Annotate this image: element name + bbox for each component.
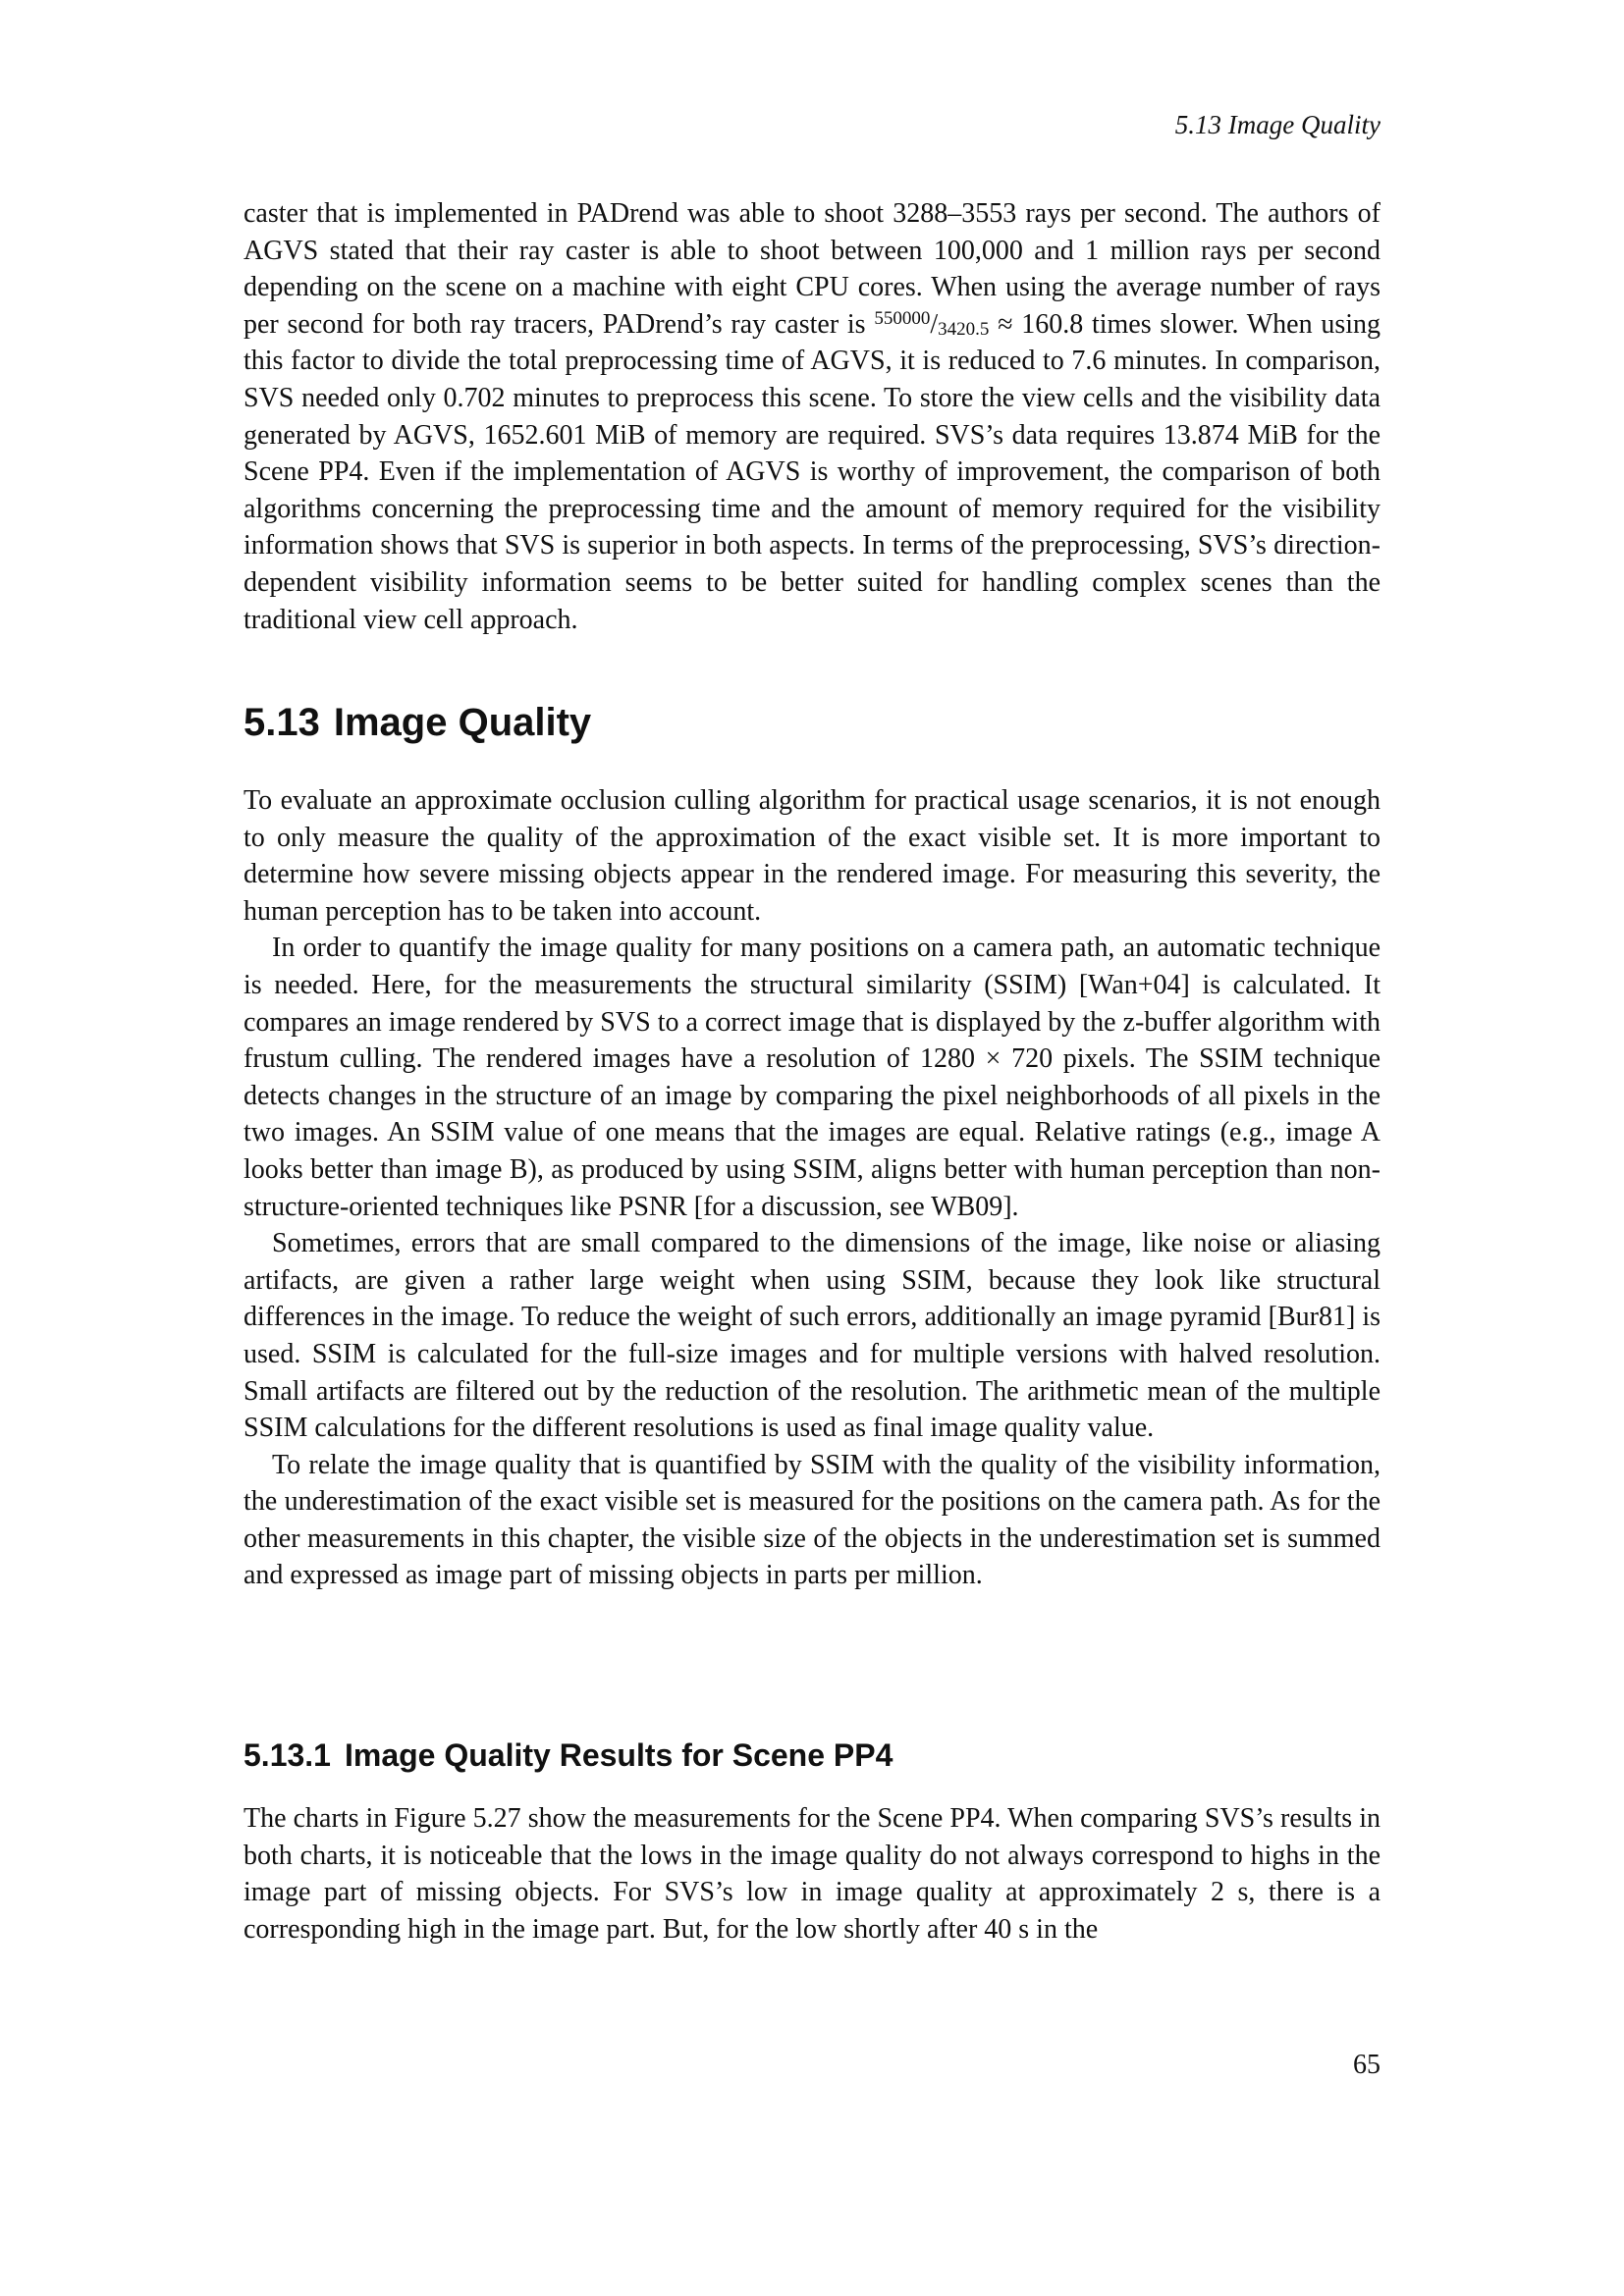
section-paragraph: To relate the image quality that is quantified by SSIM with the quality of the visibility information, the underestimation of the exact visible set is measured for the positions on the camera path. As for the other measurements in this chapter, the visible size of the objects in the underestimation set is summed and expressed as image part of missing objects in parts per million. (244, 1449, 1380, 1591)
fraction-slash: / (930, 308, 939, 340)
intro-text-before-fraction: caster that is implemented in PADrend was able to shoot 3288–3553 rays per second. The authors of AGVS stated that their ray caster is able to shoot between 100,000 and 1 million rays per second depending on the scene on a machine with eight CPU cores. When using the average number of rays per second for both ray tracers, PADrend’s ray caster is (244, 198, 1380, 340)
section-paragraph: In order to quantify the image quality for many positions on a camera path, an automatic technique is needed. Here, for the measurements the structural similarity (SSIM) [Wan+04] is calculated. It compares an image rendered by SVS to a correct image that is displayed by the z-buffer algorithm with frustum culling. The rendered images have a resolution of 1280 × 720 pixels. The SSIM technique detects changes in the structure of an image by comparing the pixel neighborhoods of all pixels in the two images. An SSIM value of one means that the images are equal. Relative ratings (e.g., image A looks better than image B), as produced by using SSIM, aligns better with human perception than non-structure-oriented techniques like PSNR [for a discussion, see WB09]. (244, 933, 1380, 1222)
subsection-body (244, 1800, 1380, 1948)
fraction-numerator: 550000 (874, 307, 931, 329)
page-number: 65 (1353, 2050, 1380, 2080)
intro-text-after-fraction: ≈ 160.8 times slower. When using this factor to divide the total preprocessing time of AGVS, it is reduced to 7.6 minutes. In comparison, SVS needed only 0.702 minutes to preprocess this scene. To store the view cells and the visibility data generated by AGVS, 1652.601 MiB of memory are required. SVS’s data requires 13.874 MiB for the Scene PP4. Even if the implementation of AGVS is worthy of improvement, the comparison of both algorithms concerning the preprocessing time and the amount of memory required for the visibility information shows that SVS is superior in both aspects. In terms of the preprocessing, SVS’s direction-dependent visibility information seems to be better suited for handling complex scenes than the traditional view cell approach. (244, 308, 1380, 635)
intro-text (244, 195, 1380, 638)
section-title: Image Quality (333, 701, 592, 744)
running-header: 5.13 Image Quality (1174, 110, 1380, 139)
intro-paragraph (244, 195, 1380, 638)
section-paragraph: To evaluate an approximate occlusion culling algorithm for practical usage scenarios, it is not enough to only measure the quality of the approximation of the exact visible set. It is more important to determine how severe missing objects appear in the rendered image. For measuring this severity, the human perception has to be taken into account. (244, 785, 1380, 927)
section-paragraph: Sometimes, errors that are small compared to the dimensions of the image, like noise or aliasing artifacts, are given a rather large weight when using SSIM, because they look like structural differences in the image. To reduce the weight of such errors, additionally an image pyramid [Bur81] is used. SSIM is calculated for the full-size images and for multiple versions with halved resolution. Small artifacts are filtered out by the reduction of the resolution. The arithmetic mean of the multiple SSIM calculations for the different resolutions is used as final image quality value. (244, 1228, 1380, 1444)
section-heading (244, 701, 591, 745)
subsection-number: 5.13.1 (244, 1737, 331, 1773)
subsection-title: Image Quality Results for Scene PP4 (344, 1737, 893, 1773)
subsection-heading (244, 1737, 893, 1774)
subsection-paragraph: The charts in Figure 5.27 show the measurements for the Scene PP4. When comparing SVS’s results in both charts, it is noticeable that the lows in the image quality do not always correspond to highs in the image part of missing objects. For SVS’s low in image quality at approximately 2 s, there is a corresponding high in the image part. But, for the low shortly after 40 s in the (244, 1803, 1380, 1945)
document-page (244, 0, 1380, 2296)
fraction-denominator: 3420.5 (938, 318, 990, 340)
section-number: 5.13 (244, 701, 320, 744)
section-body (244, 782, 1380, 1594)
